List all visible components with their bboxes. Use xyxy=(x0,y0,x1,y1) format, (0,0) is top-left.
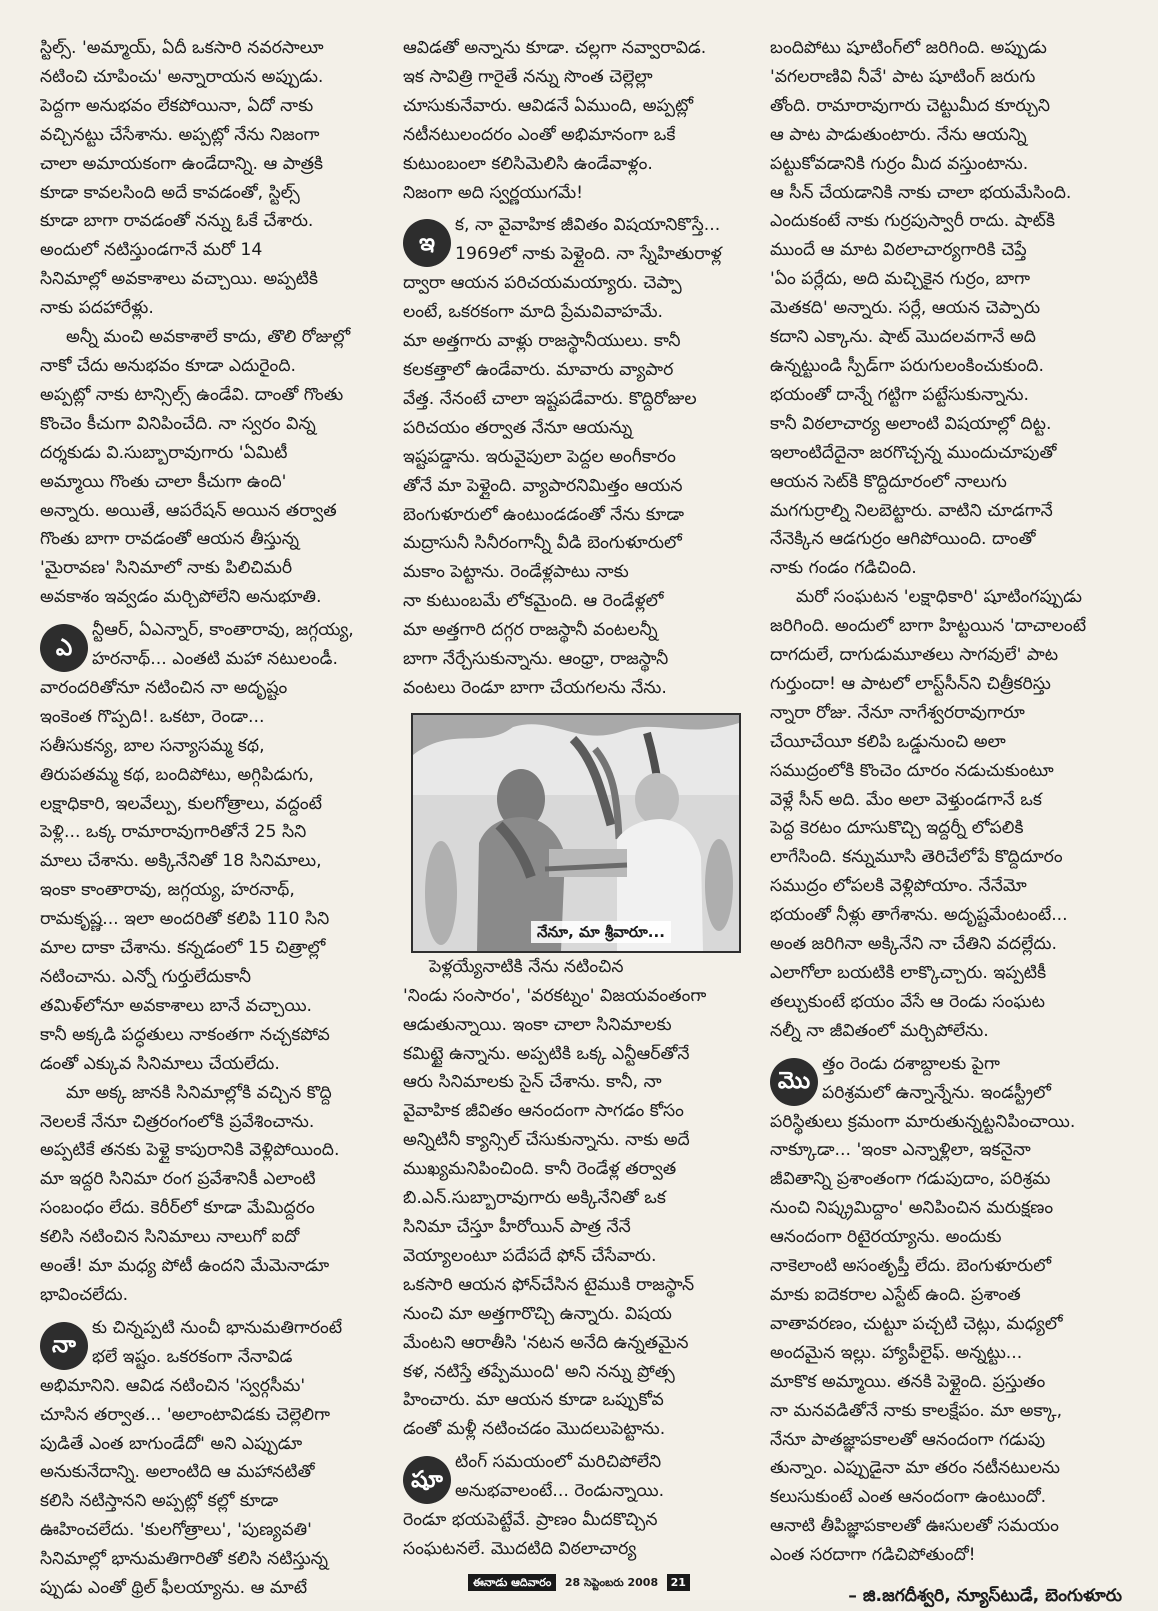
drop-cap: ఇ xyxy=(403,219,451,267)
text-line: 'ఏం పర్లేదు, అది మచ్చికైన గుర్రం, బాగా xyxy=(770,269,1031,290)
drop-cap-paragraph xyxy=(40,1314,388,1372)
text-line: నుంచి మా అత్తగారొచ్చి ఉన్నారు. విషయ xyxy=(403,1303,672,1324)
text-line: కలిసి నటిస్తానని అప్పట్లో కల్లో కూడా xyxy=(40,1491,279,1512)
text-line: అంతే! మా మధ్య పోటీ ఉందని మేమెనాడూ xyxy=(40,1256,330,1277)
text-line: ఆనందంగా రిటైరయ్యాను. అందుకు xyxy=(770,1227,1002,1248)
text-line: 'మైరావణ' సినిమాలో నాకు పిలిచిమరీ xyxy=(40,558,293,579)
drop-cap-paragraph xyxy=(770,1050,1122,1108)
text-line: కుటుంబంలా కలిసిమెలిసి ఉండేవాళ్లం. xyxy=(403,153,653,174)
text-line: నా మనవడితోనే నాకు కాలక్షేపం. మా అక్కా, xyxy=(770,1400,1063,1421)
text-line: ముందే ఆ మాట విఠలాచార్యగారికి చెప్తే xyxy=(770,240,1027,261)
text-line: పుడితే ఎంత బాగుండేదో' అని ఎప్పుడూ xyxy=(40,1433,303,1454)
text-line: అప్పటికే తనకు పెళ్లై కాపురానికి వెళ్లిపోయింది. xyxy=(40,1140,340,1161)
text-line: సతీసుకన్య, బాల సన్యాసమ్మ కథ, xyxy=(40,735,265,756)
text-line: కానీ విఠలాచార్య అలాంటి విషయాల్లో దిట్ట. xyxy=(770,413,1052,434)
paragraph xyxy=(770,583,1122,1046)
text-line: నాకు పదహారేళ్లు. xyxy=(40,298,154,319)
paragraph xyxy=(40,323,388,612)
text-line: పరిశ్రమలో ఉన్నాన్నేను. ఇండస్ట్రీలో xyxy=(822,1082,1051,1103)
text-line: న్నారా రోజు. నేనూ నాగేశ్వరరావుగారూ xyxy=(770,702,1025,723)
text-line: ఇష్టపడ్డాను. ఇరువైపులా పెద్దల అంగీకారం xyxy=(403,446,676,467)
text-line: డంతో ఎక్కువ సినిమాలు చేయలేదు. xyxy=(40,1053,280,1074)
text-line: కూడా కావలసింది అదే కావడంతో, స్టిల్స్ xyxy=(40,182,300,203)
text-line: నేనూ పాతజ్ఞాపకాలతో ఆనందంగా గడుపు xyxy=(770,1429,1046,1450)
text-line: తమిళ్‌లోనూ అవకాశాలు బానే వచ్చాయి. xyxy=(40,995,313,1016)
text-line: గొంతు బాగా రావడంతో ఆయన తీస్తున్న xyxy=(40,529,300,550)
text-line: ఇంకా కాంతారావు, జగ్గయ్య, హరనాథ్, xyxy=(40,880,295,901)
column-1 xyxy=(40,34,388,1603)
text-line: పెద్ద కెరటం దూసుకొచ్చి ఇద్దర్నీ లోపలికి xyxy=(770,818,1024,839)
text-line: నా కుటుంబమే లోకమైంది. ఆ రెండేళ్లలో xyxy=(403,591,664,612)
text-line: మద్రాసునీ సినీరంగాన్నీ వీడి బెంగుళూరులో xyxy=(403,533,682,554)
text-line: అంత జరిగినా అక్కినేని నా చేతిని వదల్లేదు. xyxy=(770,934,1058,955)
text-line: పెళ్లి... ఒక్క రామారావుగారితోనే 25 సిని xyxy=(40,822,307,843)
text-line: జీవితాన్ని ప్రశాంతంగా గడుపుదాం, పరిశ్రమ xyxy=(770,1169,1051,1190)
text-line: రామకృష్ణ... ఇలా అందరితో కలిపి 110 సిని xyxy=(40,909,330,930)
text-line: దర్శకుడు వి.సుబ్బారావుగారు 'ఏమిటీ xyxy=(40,442,288,463)
text-line: మగగుర్రాల్ని నిలబెట్టారు. వాటిని చూడగానే xyxy=(770,500,1053,521)
page-footer xyxy=(468,1574,690,1591)
text-line: హరనాథ్... ఎంతటి మహా నటులండీ. xyxy=(92,649,338,670)
text-line: మేంటని ఆరాతీసి 'నటన అనేది ఉన్నతమైన xyxy=(403,1332,689,1353)
text-line: ఎందుకంటే నాకు గుర్రపుస్వారీ రాదు. షాట్‌కి xyxy=(770,211,1055,232)
text-line: కానీ అక్కడి పద్ధతులు నాకంతగా నచ్చకపోవ xyxy=(40,1024,330,1045)
text-line: గుర్తుందా! ఆ పాటలో లాస్ట్‌సీన్‌ని చిత్రీకరిస్తు xyxy=(770,673,1051,694)
text-line: నెలలకే నేనూ చిత్రరంగంలోకి ప్రవేశించాను. xyxy=(40,1111,315,1132)
text-line: అనుకునేదాన్ని. అలాంటిది ఆ మహానటితో xyxy=(40,1462,315,1483)
text-line: భావించలేదు. xyxy=(40,1284,129,1305)
text-line: నిజంగా అది స్వర్ణయుగమే! xyxy=(403,182,584,203)
text-line: ఇక సావిత్రి గారైతే నన్ను సొంత చెల్లెల్లా xyxy=(403,66,653,87)
text-line: కలుసుకుంటే ఎంత ఆనందంగా ఉంటుందో. xyxy=(770,1487,1047,1508)
text-line: కలకత్తాలో ఉండేవారు. మావారు వ్యాపార xyxy=(403,359,674,380)
text-line: ఆవిడతో అన్నాను కూడా. చల్లగా నవ్వారావిడ. xyxy=(403,38,707,58)
masthead: ఈనాడు ఆదివారం xyxy=(468,1574,556,1591)
text-line: చాలా అమాయకంగా ఉండేదాన్ని. ఆ పాత్రకి xyxy=(40,153,324,174)
paragraph xyxy=(403,34,751,207)
text-line: ఒకసారి ఆయన ఫోన్‌చేసిన టైముకి రాజస్థాన్ xyxy=(403,1274,695,1295)
text-line: చేయీచేయీ కలిపి ఒడ్డునుంచి అలా xyxy=(770,731,1006,752)
text-line: ఎంత సరదాగా గడిచిపోతుందో! xyxy=(770,1545,976,1566)
text-line: కదాని ఎక్కాను. షాట్ మొదలవగానే అది xyxy=(770,327,1036,348)
text-line: అందమైన ఇల్లు. హ్యాపీలైఫ్. అన్నట్టు... xyxy=(770,1342,1023,1363)
text-line: పరిస్థితులు క్రమంగా మారుతున్నట్టనిపించాయి. xyxy=(770,1111,1076,1132)
text-line: నేనెక్కిన ఆడగుర్రం ఆగిపోయింది. దాంతో xyxy=(770,529,1036,550)
text-line: ఆనాటి తీపిజ్ఞాపకాలతో ఊసులతో సమయం xyxy=(770,1516,1059,1537)
paragraph xyxy=(40,1079,388,1310)
text-line: భలే ఇష్టం. ఒకరకంగా నేనావిడ xyxy=(92,1346,293,1367)
text-line: అందులో నటిస్తుండగానే మరో 14 xyxy=(40,240,263,261)
photo-caption: నేనూ, మా శ్రీవారూ... xyxy=(531,921,671,943)
text-line: వంటలు రెండూ బాగా చేయగలను నేను. xyxy=(403,677,667,698)
text-line: పెద్దగా అనుభవం లేకపోయినా, ఏదో నాకు xyxy=(40,95,314,116)
text-line: వచ్చినట్టు చేసేశాను. అప్పట్లో నేను నిజంగా xyxy=(40,124,320,145)
text-line: బి.ఎన్.సుబ్బారావుగారు అక్కినేనితో ఒక xyxy=(403,1188,666,1209)
paragraph xyxy=(403,269,751,703)
text-line: వైవాహిక జీవితం ఆనందంగా సాగడం కోసం xyxy=(403,1101,684,1122)
drop-cap-paragraph xyxy=(403,1448,751,1506)
text-line: బెంగుళూరులో ఉంటుండడంతో నేను కూడా xyxy=(403,504,685,525)
text-line: ఆ పాట పాడుతుంటారు. నేను ఆయన్ని xyxy=(770,124,1027,145)
text-line: స్టిల్స్. 'అమ్మాయ్, ఏదీ ఒకసారి నవరసాలూ xyxy=(40,38,324,58)
text-line: మా అత్తగారు వాళ్లు రాజస్థానీయులు. కానీ xyxy=(403,331,681,352)
text-line: బాగా నేర్చేసుకున్నాను. ఆంధ్రా, రాజస్థానీ xyxy=(403,649,669,670)
text-line: తున్నాం. ఎప్పుడైనా మా తరం నటీనటులను xyxy=(770,1458,1060,1479)
text-line: ఇలాంటిదేదైనా జరగొచ్చన్న ముందుచూపుతో xyxy=(770,442,1057,463)
text-line: న్టీఆర్, ఏఎన్నార్, కాంతారావు, జగ్గయ్య, xyxy=(92,620,354,641)
page-number: 21 xyxy=(667,1574,690,1591)
text-line: నాకు గండం గడిచింది. xyxy=(770,558,917,579)
text-line: తల్చుకుంటే భయం వేసే ఆ రెండు సంఘట xyxy=(770,991,1045,1012)
text-line: పరిచయం తర్వాత నేనూ ఆయన్ను xyxy=(403,417,633,438)
drop-cap-paragraph xyxy=(403,211,751,269)
text-line: కమిట్టై ఉన్నాను. అప్పటికి ఒక్క ఎన్టీఆర్‌తోనే xyxy=(403,1043,690,1064)
text-line: నాకెలాంటి అసంతృప్తీ లేదు. బెంగుళూరులో xyxy=(770,1256,1052,1277)
text-line: మాకు ఐదెకరాల ఎస్టేట్ ఉంది. ప్రశాంత xyxy=(770,1284,1021,1305)
text-line: మాలు చేశాను. అక్కినేనితో 18 సినిమాలు, xyxy=(40,851,322,872)
text-line: ఆయన సెట్‌కి కొద్దిదూరంలో నాలుగు xyxy=(770,471,1007,492)
text-line: ఊహించలేదు. 'కులగోత్రాలు', 'పుణ్యవతి' xyxy=(40,1520,312,1541)
text-line: నాక్కూడా... 'ఇంకా ఎన్నాళ్లిలా, ఇకనైనా xyxy=(770,1140,1031,1161)
text-line: నటించాను. ఎన్నో గుర్తులేదుకానీ xyxy=(40,967,252,987)
text-line: భయంతో నీళ్లు తాగేశాను. అదృష్టమేంటంటే... xyxy=(770,905,1068,926)
text-line: లాగేసింది. కన్నుమూసి తెరిచేలోపే కొద్దిదూరం xyxy=(770,847,1063,868)
text-line: మకాం పెట్టాను. రెండేళ్లపాటు నాకు xyxy=(403,562,629,583)
text-line: మాకొక అమ్మాయి. తనకి పెళ్లైంది. ప్రస్తుతం xyxy=(770,1371,1046,1392)
text-line: 'వగలరాణివి నీవే' పాట షూటింగ్ జరుగు xyxy=(770,66,1036,87)
paragraph xyxy=(40,34,388,323)
issue-date: 28 సెప్టెంబరు 2008 xyxy=(564,1576,659,1589)
text-line: సముద్రంలోకి కొంచెం దూరం నడుచుకుంటూ xyxy=(770,760,1054,781)
couple-photo-image xyxy=(413,715,739,951)
text-line: బందిపోటు షూటింగ్‌లో జరిగింది. అప్పుడు xyxy=(770,38,1047,58)
text-line: దాగదులే, దాగుడుమూతలు సాగవులే' పాట xyxy=(770,645,1059,666)
text-line: చూసుకునేవారు. ఆవిడనే ఏముంది, అప్పట్లో xyxy=(403,95,694,116)
text-line: సినిమాల్లో భానుమతిగారితో కలిసి నటిస్తున్న xyxy=(40,1549,328,1570)
text-line: ఆడుతున్నాయి. ఇంకా చాలా సినిమాలకు xyxy=(403,1014,672,1035)
text-line: వెయ్యాలంటూ పదేపదే ఫోన్ చేసేవారు. xyxy=(403,1245,657,1266)
drop-cap: ఎ xyxy=(40,624,88,672)
text-line: సినిమా చేస్తూ హీరోయిన్ పాత్ర నేనే xyxy=(403,1217,631,1237)
text-line: నటీనటులందరం ఎంతో అభిమానంగా ఒకే xyxy=(403,124,676,145)
text-line: ఆరు సినిమాలకు సైన్ చేశాను. కానీ, నా xyxy=(403,1072,662,1093)
text-line: నటించి చూపించు' అన్నారాయన అప్పుడు. xyxy=(40,66,324,87)
text-line: వెళ్లే సీన్ అది. మేం అలా వెళ్తుండగానే ఒక xyxy=(770,789,1042,810)
text-line: కూడా బాగా రావడంతో నన్ను ఓకే చేశారు. xyxy=(40,211,314,232)
text-line: ఆ సీన్ చేయడానికి నాకు చాలా భయమేసింది. xyxy=(770,182,1072,203)
text-line: చూసిన తర్వాత... 'అలాంటావిడకు చెల్లెలిగా xyxy=(40,1404,330,1425)
text-line: వాతావరణం, చుట్టూ పచ్చటి చెట్లు, మధ్యలో xyxy=(770,1313,1063,1334)
text-line: అనుభవాలంటే... రెండున్నాయి. xyxy=(455,1481,665,1502)
text-line: రెండూ భయపెట్టేవే. ప్రాణం మీదకొచ్చిన xyxy=(403,1510,658,1531)
drop-cap: మొ xyxy=(770,1058,818,1106)
text-line: సంఘటనలే. మొదటిది విఠలాచార్య xyxy=(403,1538,637,1559)
text-line: వేత్త. నేనంటే చాలా ఇష్టపడేవారు. కొద్దిరోజుల xyxy=(403,388,697,409)
text-line: క, నా వైవాహిక జీవితం విషయానికొస్తే... xyxy=(455,215,721,236)
drop-cap-paragraph xyxy=(40,616,388,674)
text-line: హించారు. మా ఆయన కూడా ఒప్పుకోవ xyxy=(403,1390,664,1411)
text-line: మాల దాకా చేశాను. కన్నడంలో 15 చిత్రాల్లో xyxy=(40,938,326,959)
text-line: మా ఇద్దరి సినిమా రంగ ప్రవేశానికీ ఎలాంటి xyxy=(40,1169,316,1190)
text-line: ఇంకెంత గొప్పది!. ఒకటా, రెండా... xyxy=(40,706,265,727)
text-line: పెళ్లయ్యేనాటికి నేను నటించిన xyxy=(429,956,624,977)
couple-photo xyxy=(411,713,741,953)
text-line: కు చిన్నప్పటి నుంచీ భానుమతిగారంటే xyxy=(92,1317,343,1338)
paragraph xyxy=(770,34,1122,583)
text-line: ప్పుడు ఎంతో థ్రిల్ ఫీలయ్యాను. ఆ మాటే xyxy=(40,1578,308,1599)
text-line: తోనే మా పెళ్లైంది. వ్యాపారనిమిత్తం ఆయన xyxy=(403,475,683,496)
drop-cap: షూ xyxy=(403,1456,451,1504)
text-line: 1969లో నాకు పెళ్లైంది. నా స్నేహితురాళ్ల xyxy=(455,244,722,265)
text-line: ద్వారా ఆయన పరిచయమయ్యారు. చెప్పా xyxy=(403,273,682,294)
text-line: నాకో చేదు అనుభవం కూడా ఎదురైంది. xyxy=(40,355,297,376)
text-line: లక్షాధికారి, ఇలవేల్పు, కులగోత్రాలు, వద్దంటే xyxy=(40,793,322,814)
text-line: మా అక్క జానకి సినిమాల్లోకి వచ్చిన కొద్ది xyxy=(66,1082,332,1103)
paragraph xyxy=(770,1108,1122,1571)
text-line: డంతో మళ్లీ నటించడం మొదలుపెట్టాను. xyxy=(403,1419,666,1440)
text-line: అమ్మాయి గొంతు చాలా కీచుగా ఉంది' xyxy=(40,471,287,492)
drop-cap: నా xyxy=(40,1322,88,1370)
text-line: కళ, నటిస్తే తప్పేముంది' అని నన్ను ప్రోత్స xyxy=(403,1361,675,1382)
paragraph xyxy=(40,1372,388,1603)
text-line: ఉన్నట్టుండి స్పీడ్‌గా పరుగులంకించుకుంది. xyxy=(770,355,1044,376)
text-line: మరో సంఘటన 'లక్షాధికారి' షూటింగప్పుడు xyxy=(796,587,1082,608)
text-line: భయంతో దాన్నే గట్టిగా పట్టేసుకున్నాను. xyxy=(770,384,1030,405)
text-line: త్తం రెండు దశాబ్దాలకు పైగా xyxy=(822,1053,1000,1074)
column-2 xyxy=(403,34,751,1564)
text-line: అవకాశం ఇవ్వడం మర్చిపోలేని అనుభూతి. xyxy=(40,587,322,608)
text-line: సినిమాల్లో అవకాశాలు వచ్చాయి. అప్పటికి xyxy=(40,269,319,290)
text-line: మెతకది' అన్నారు. సర్లే, ఆయన చెప్పారు xyxy=(770,298,1041,319)
text-line: నల్నీ నా జీవితంలో మర్చిపోలేను. xyxy=(770,1020,989,1041)
text-line: కొంచెం కీచుగా వినిపించేది. నా స్వరం విన్న xyxy=(40,413,316,434)
text-line: తిరుపతమ్మ కథ, బందిపోటు, అగ్గిపిడుగు, xyxy=(40,764,314,785)
text-line: అప్పట్లో నాకు టాన్సిల్స్ ఉండేవి. దాంతో గొంతు xyxy=(40,384,344,405)
text-line: మా అత్తగారి దగ్గర రాజస్థానీ వంటలన్నీ xyxy=(403,620,658,641)
text-line: టింగ్ సమయంలో మరిచిపోలేని xyxy=(455,1452,662,1473)
paragraph xyxy=(403,953,751,1444)
text-line: పట్టుకోవడానికి గుర్రం మీద వస్తుంటాను. xyxy=(770,153,1029,174)
text-line: నుంచి నిష్క్రమిద్దాం' అనిపించిన మరుక్షణం xyxy=(770,1198,1054,1219)
text-line: కలిసి నటించిన సినిమాలు నాలుగో ఐదో xyxy=(40,1227,300,1248)
paragraph xyxy=(403,1506,751,1564)
column-3 xyxy=(770,34,1122,1611)
text-line: 'నిండు సంసారం', 'వరకట్నం' విజయవంతంగా xyxy=(403,985,707,1006)
text-line: అన్నీ మంచి అవకాశాలే కాదు, తొలి రోజుల్లో xyxy=(66,327,351,348)
text-line: సముద్రం లోపలకి వెళ్లిపోయాం. నేనేమో xyxy=(770,876,1027,897)
text-line: జరిగింది. అందులో బాగా హిట్టయిన 'దాచాలంటే xyxy=(770,616,1087,637)
paragraph xyxy=(40,674,388,1079)
text-line: లంటే, ఒకరకంగా మాది ప్రేమవివాహమే. xyxy=(403,302,664,323)
text-line: తోంది. రామారావుగారు చెట్టుమీద కూర్చుని xyxy=(770,95,1050,116)
text-line: అభిమానిని. ఆవిడ నటించిన 'స్వర్గసీమ' xyxy=(40,1375,306,1396)
text-line: అన్నారు. అయితే, ఆపరేషన్ అయిన తర్వాత xyxy=(40,500,337,521)
text-line: ఎలాగోలా బయటికి లాక్కొచ్చారు. ఇప్పటికీ xyxy=(770,963,1047,983)
byline: – జి.జగదీశ్వరి, న్యూస్‌టుడే, బెంగుళూరు xyxy=(848,1586,1122,1607)
text-line: అన్నిటినీ క్యాన్సిల్ చేసుకున్నాను. నాకు అదే xyxy=(403,1130,690,1151)
text-line: ముఖ్యమనిపించింది. కానీ రెండేళ్ల తర్వాత xyxy=(403,1159,677,1180)
text-line: సంబంధం లేదు. కెరీర్‌లో కూడా మేమిద్దరం xyxy=(40,1198,315,1219)
text-line: వారందరితోనూ నటించిన నా అదృష్టం xyxy=(40,677,288,698)
